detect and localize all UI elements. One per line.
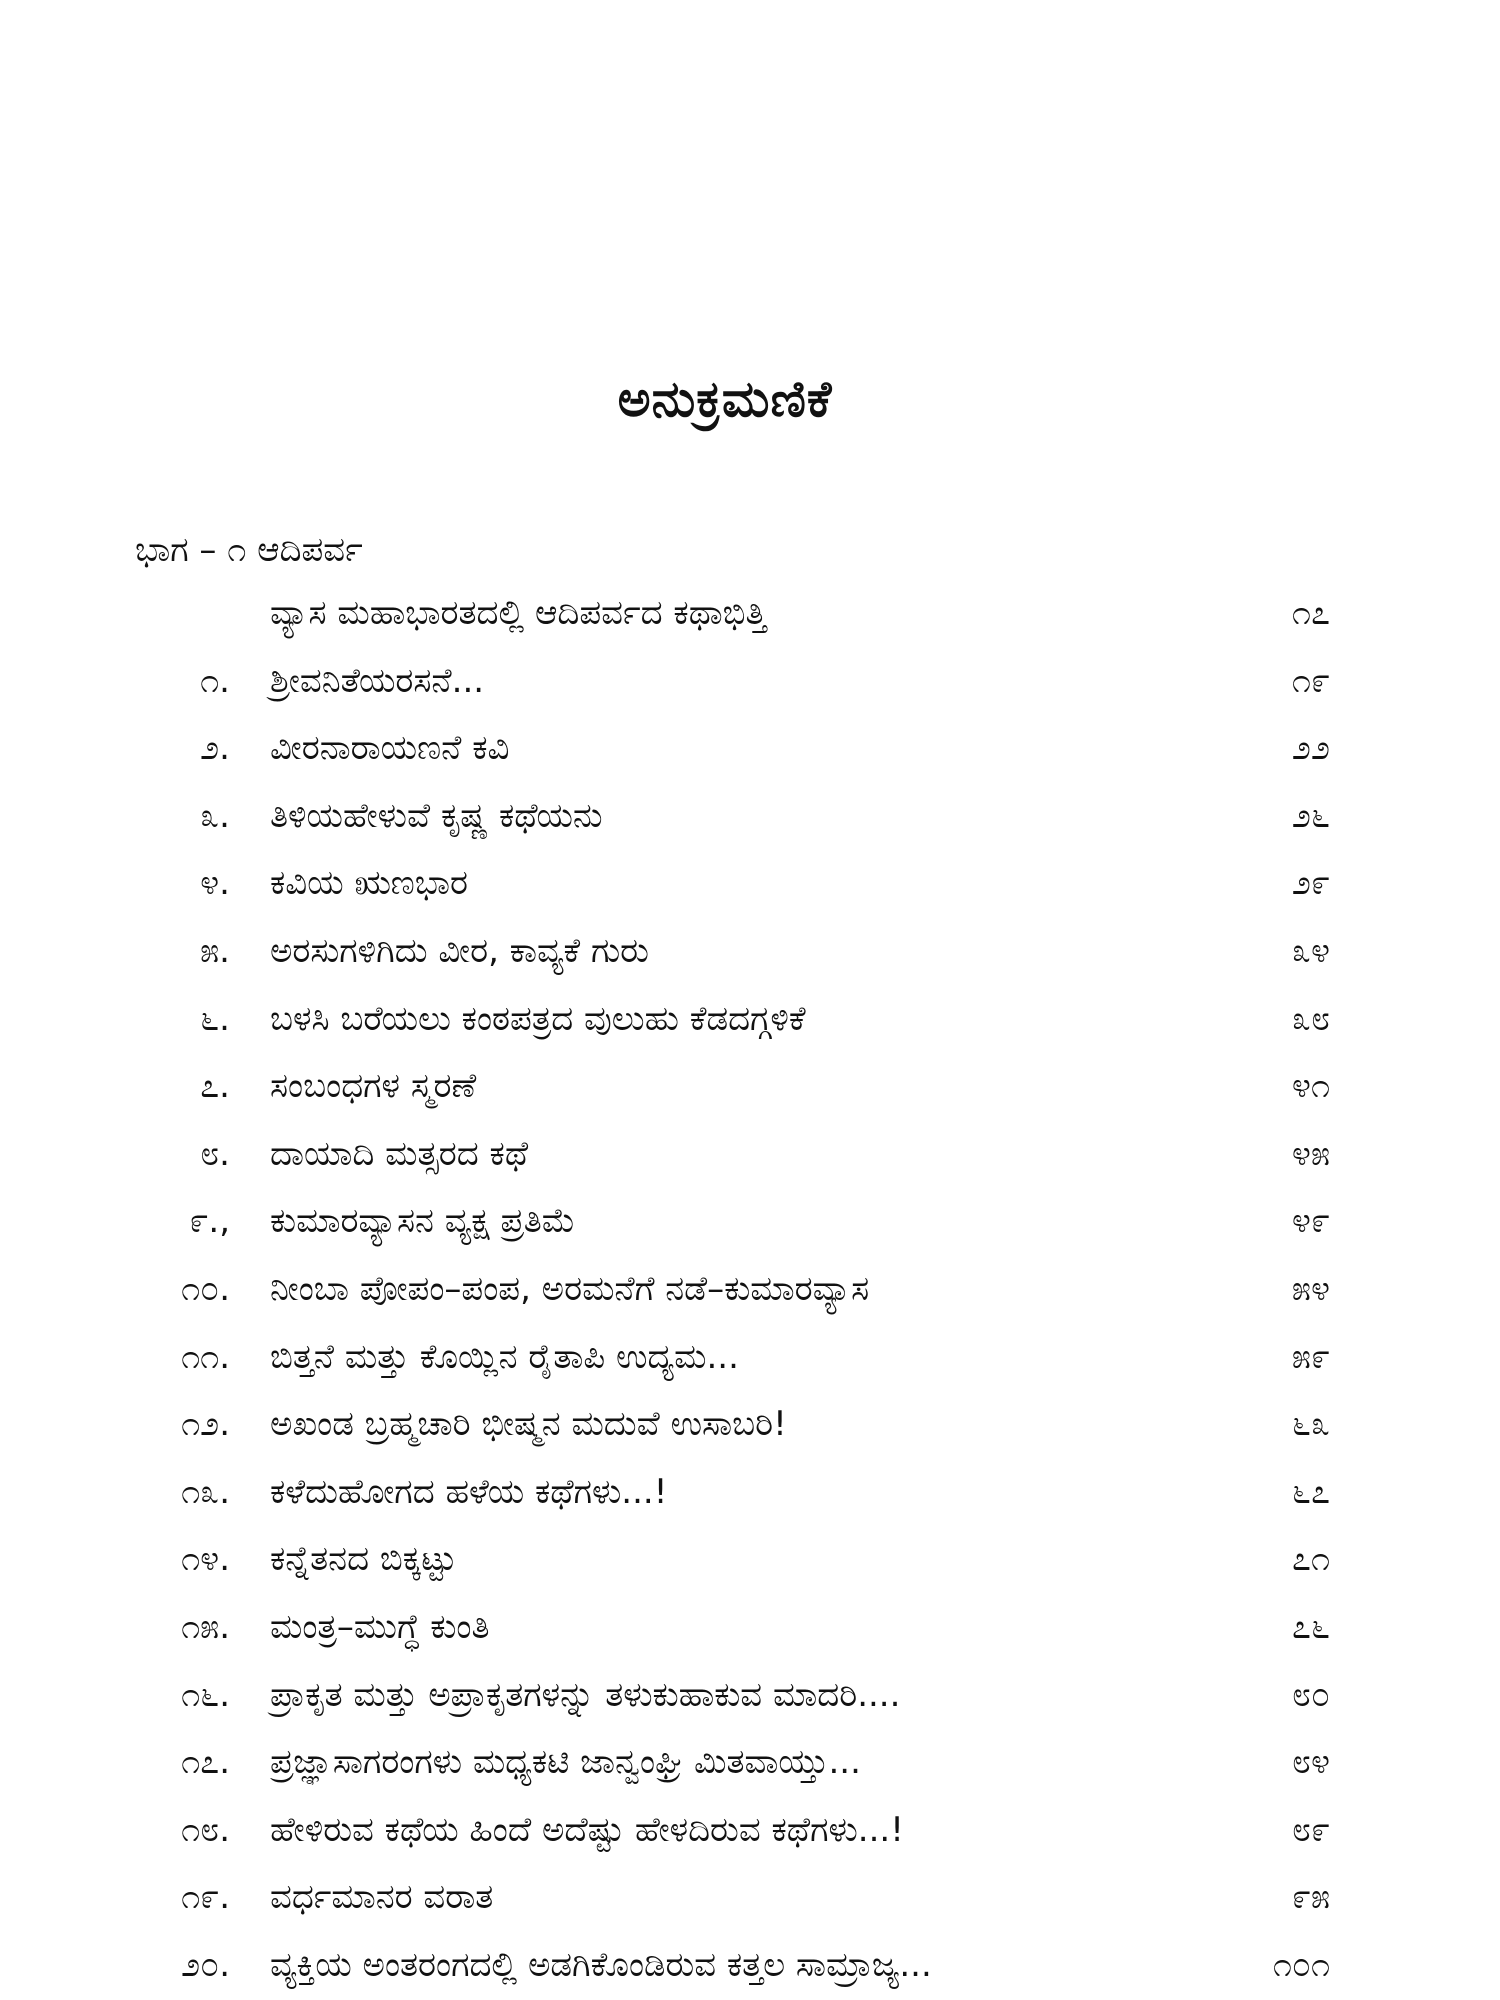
- toc-entry-title: ವೀರನಾರಾಯಣನೆ ಕವಿ: [270, 728, 510, 769]
- toc-entry-number: ೧೮.: [181, 1809, 230, 1850]
- toc-entry-page: ೭೧: [1291, 1539, 1330, 1580]
- toc-entry-page: ೯೫: [1291, 1877, 1330, 1918]
- toc-entry-number: ೬.: [200, 998, 230, 1039]
- toc-entry-title: ದಾಯಾದಿ ಮತ್ಸರದ ಕಥೆ: [270, 1133, 529, 1174]
- toc-entry-number: ೧೩.: [181, 1471, 230, 1512]
- toc-entry-number: ೯.,: [189, 1201, 230, 1242]
- toc-entry-page: ೧೭: [1291, 593, 1330, 633]
- toc-entry-number: ೫.: [200, 930, 230, 971]
- toc-entry-title: ಮಂತ್ರ–ಮುಗ್ಧೆ ಕುಂತಿ: [270, 1606, 490, 1647]
- toc-entry-page: ೨೨: [1291, 728, 1330, 769]
- toc-entry-title: ಶ್ರೀವನಿತೆಯರಸನೆ...: [270, 660, 485, 701]
- toc-row: [0, 1526, 1500, 1594]
- toc-row: [0, 1797, 1500, 1865]
- toc-entry-page: ೪೯: [1291, 1201, 1330, 1242]
- toc-entry-number: ೩.: [200, 795, 230, 836]
- toc-entry-number: ೧೬.: [181, 1674, 230, 1715]
- toc-row: [0, 1729, 1500, 1797]
- toc-entry-number: ೧೫.: [181, 1606, 230, 1647]
- toc-row: [0, 1256, 1500, 1324]
- toc-entry-number: ೧.: [200, 660, 230, 701]
- toc-entry-title: ಪ್ರಜ್ಞಾಸಾಗರಂಗಳು ಮಧ್ಯಕಟಿ ಜಾನ್ವಂಘ್ರಿ ಮಿತವಾಯ್ತು...: [270, 1742, 861, 1783]
- toc-entry-title: ಕವಿಯ ಋಣಭಾರ: [270, 863, 468, 904]
- toc-entry-number: ೧೯.: [181, 1877, 230, 1918]
- toc-entry-page: ೧೯: [1291, 660, 1330, 701]
- toc-row: [0, 918, 1500, 986]
- toc-entry-page: ೬೩: [1291, 1404, 1330, 1445]
- toc-entry-page: ೬೭: [1291, 1471, 1330, 1512]
- table-of-contents: [0, 580, 1500, 1999]
- toc-entry-title: ವ್ಯಾಸ ಮಹಾಭಾರತದಲ್ಲಿ ಆದಿಪರ್ವದ ಕಥಾಭಿತ್ತಿ: [270, 593, 767, 633]
- part-heading: ಭಾಗ – ೧ ಆದಿಪರ್ವ: [135, 530, 363, 570]
- toc-entry-page: ೩೮: [1291, 998, 1330, 1039]
- toc-entry-title: ಅಖಂಡ ಬ್ರಹ್ಮಚಾರಿ ಭೀಷ್ಮನ ಮದುವೆ ಉಸಾಬರಿ!: [270, 1404, 787, 1445]
- toc-row: [0, 1864, 1500, 1932]
- toc-entry-title: ವ್ಯಕ್ತಿಯ ಅಂತರಂಗದಲ್ಲಿ ಅಡಗಿಕೊಂಡಿರುವ ಕತ್ತಲ ಸಾಮ್ರಾಜ್ಯ...: [270, 1944, 932, 1985]
- toc-row: [0, 580, 1500, 648]
- toc-entry-page: ೫೪: [1291, 1268, 1330, 1309]
- toc-entry-title: ಸಂಬಂಧಗಳ ಸ್ಮರಣೆ: [270, 1066, 477, 1107]
- toc-entry-number: ೧೪.: [181, 1539, 230, 1580]
- toc-row: [0, 715, 1500, 783]
- toc-entry-page: ೫೯: [1291, 1336, 1330, 1377]
- toc-entry-number: ೨.: [200, 728, 230, 769]
- toc-row: [0, 1053, 1500, 1121]
- toc-row: [0, 1121, 1500, 1189]
- toc-row: [0, 850, 1500, 918]
- toc-entry-title: ನೀಂಬಾ ಪೋಪಂ–ಪಂಪ, ಅರಮನೆಗೆ ನಡೆ–ಕುಮಾರವ್ಯಾಸ: [270, 1268, 870, 1309]
- toc-entry-number: ೧೦.: [181, 1268, 230, 1309]
- toc-entry-page: ೨೯: [1291, 863, 1330, 904]
- toc-row: [0, 1662, 1500, 1730]
- toc-entry-number: ೨೦.: [181, 1944, 230, 1985]
- toc-entry-title: ತಿಳಿಯಹೇಳುವೆ ಕೃಷ್ಣ ಕಥೆಯನು: [270, 795, 603, 836]
- toc-entry-title: ಪ್ರಾಕೃತ ಮತ್ತು ಅಪ್ರಾಕೃತಗಳನ್ನು ತಳುಕುಹಾಕುವ ಮಾದರಿ....: [270, 1674, 901, 1715]
- toc-entry-number: ೪.: [200, 863, 230, 904]
- page-title: ಅನುಕ್ರಮಣಿಕೆ: [617, 370, 833, 428]
- toc-entry-title: ಹೇಳಿರುವ ಕಥೆಯ ಹಿಂದೆ ಅದೆಷ್ಟು ಹೇಳದಿರುವ ಕಥೆಗಳು...!: [270, 1809, 904, 1850]
- toc-row: [0, 783, 1500, 851]
- toc-entry-page: ೪೫: [1291, 1133, 1330, 1174]
- toc-entry-number: ೭.: [200, 1066, 230, 1107]
- toc-entry-number: ೧೭.: [181, 1742, 230, 1783]
- toc-entry-title: ಬಿತ್ತನೆ ಮತ್ತು ಕೊಯ್ಲಿನ ರೈತಾಪಿ ಉದ್ಯಮ...: [270, 1336, 739, 1377]
- toc-entry-page: ೧೦೧: [1272, 1944, 1330, 1985]
- toc-entry-page: ೩೪: [1291, 930, 1330, 971]
- toc-row: [0, 1932, 1500, 2000]
- toc-entry-title: ಬಳಸಿ ಬರೆಯಲು ಕಂಠಪತ್ರದ ವುಲುಹು ಕೆಡದಗ್ಗಳಿಕೆ: [270, 998, 806, 1039]
- toc-entry-page: ೮೪: [1291, 1742, 1330, 1783]
- toc-entry-page: ೭೬: [1291, 1606, 1330, 1647]
- toc-row: [0, 1594, 1500, 1662]
- toc-row: [0, 1324, 1500, 1392]
- toc-row: [0, 986, 1500, 1054]
- toc-entry-title: ಕನ್ನೆತನದ ಬಿಕ್ಕಟ್ಟು: [270, 1539, 457, 1580]
- toc-row: [0, 1459, 1500, 1527]
- toc-row: [0, 1188, 1500, 1256]
- toc-entry-number: ೮.: [200, 1133, 230, 1174]
- toc-entry-page: ೮೦: [1291, 1674, 1330, 1715]
- toc-entry-number: ೧೧.: [181, 1336, 230, 1377]
- toc-entry-number: ೧೨.: [181, 1404, 230, 1445]
- toc-entry-title: ವರ್ಧಮಾನರ ವರಾತ: [270, 1877, 494, 1918]
- toc-entry-title: ಅರಸುಗಳಿಗಿದು ವೀರ, ಕಾವ್ಯಕೆ ಗುರು: [270, 930, 649, 971]
- toc-entry-page: ೪೧: [1291, 1066, 1330, 1107]
- toc-row: [0, 1391, 1500, 1459]
- toc-entry-page: ೮೯: [1291, 1809, 1330, 1850]
- toc-row: [0, 648, 1500, 716]
- toc-entry-title: ಕಳೆದುಹೋಗದ ಹಳೆಯ ಕಥೆಗಳು...!: [270, 1471, 668, 1512]
- toc-entry-title: ಕುಮಾರವ್ಯಾಸನ ವ್ಯಕ್ಷ ಪ್ರತಿಮೆ: [270, 1201, 576, 1242]
- toc-entry-page: ೨೬: [1291, 795, 1330, 836]
